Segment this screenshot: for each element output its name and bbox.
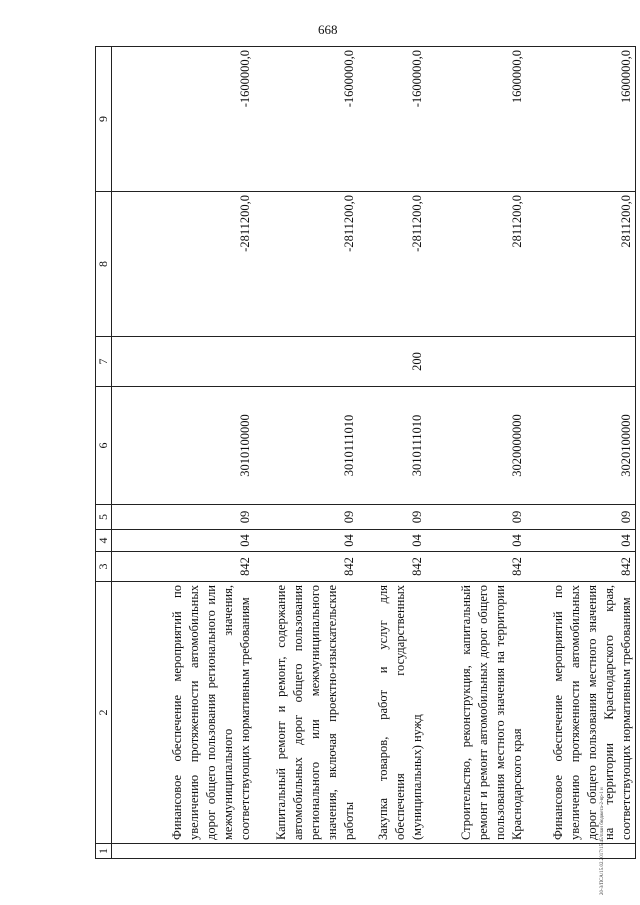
code-cell: 842 — [112, 552, 255, 582]
expense-type-cell: 200 — [358, 337, 426, 387]
code-cell: 842 — [526, 552, 636, 582]
section-cell: 04 — [426, 530, 526, 552]
code-cell: 842 — [358, 552, 426, 582]
row-number-cell — [112, 844, 255, 859]
amount-cell: -2811200,0 — [112, 192, 255, 337]
header-row — [96, 47, 112, 859]
table-row — [358, 47, 426, 859]
column-header-6: 6 — [96, 387, 112, 505]
target-article-cell: 3020100000 — [526, 387, 636, 505]
column-header-1: 1 — [96, 844, 112, 859]
row-number-cell — [426, 844, 526, 859]
subsection-cell: 09 — [426, 505, 526, 530]
expense-type-cell — [426, 337, 526, 387]
column-header-2: 2 — [96, 582, 112, 844]
section-cell: 04 — [358, 530, 426, 552]
subsection-cell: 09 — [112, 505, 255, 530]
amount-cell: 1600000,0 — [526, 47, 636, 192]
row-number-cell — [526, 844, 636, 859]
side-note: 20-3/ПСА/15.02.2017/15:45/план бюджета-2-вр-1 н — [600, 787, 605, 895]
column-header-7: 7 — [96, 337, 112, 387]
amount-cell: 2811200,0 — [526, 192, 636, 337]
description-cell: Закупка товаров, работ и услуг для обеспечения государственных (муниципальных) нужд — [358, 582, 426, 844]
column-header-4: 4 — [96, 530, 112, 552]
row-number-cell — [358, 844, 426, 859]
row-number-cell — [254, 844, 358, 859]
code-cell: 842 — [254, 552, 358, 582]
column-header-8: 8 — [96, 192, 112, 337]
amount-cell: -1600000,0 — [254, 47, 358, 192]
subsection-cell: 09 — [254, 505, 358, 530]
amount-cell: -2811200,0 — [358, 192, 426, 337]
table-row — [112, 47, 255, 859]
column-header-5: 5 — [96, 505, 112, 530]
amount-cell: 2811200,0 — [426, 192, 526, 337]
section-cell: 04 — [112, 530, 255, 552]
amount-cell: -1600000,0 — [112, 47, 255, 192]
description-cell: Финансовое обеспечение мероприятий по увеличению протяженности автомобильных дорог общего пользования местного значения на территории Краснодарского края, соответствующих нормативным требованиям — [526, 582, 636, 844]
amount-cell: 1600000,0 — [426, 47, 526, 192]
section-cell: 04 — [254, 530, 358, 552]
amount-cell: -1600000,0 — [358, 47, 426, 192]
code-cell: 842 — [426, 552, 526, 582]
description-cell: Капитальный ремонт и ремонт, содержание автомобильных дорог общего пользования регионального или межмуниципального значения, включая проектно-изыскательские работы — [254, 582, 358, 844]
section-cell: 04 — [526, 530, 636, 552]
budget-table — [95, 46, 636, 859]
column-header-9: 9 — [96, 47, 112, 192]
subsection-cell: 09 — [526, 505, 636, 530]
expense-type-cell — [254, 337, 358, 387]
target-article-cell: 3010111010 — [254, 387, 358, 505]
table-row — [254, 47, 358, 859]
target-article-cell: 3010100000 — [112, 387, 255, 505]
target-article-cell: 3020000000 — [426, 387, 526, 505]
table-row — [526, 47, 636, 859]
expense-type-cell — [526, 337, 636, 387]
amount-cell: -2811200,0 — [254, 192, 358, 337]
column-header-3: 3 — [96, 552, 112, 582]
subsection-cell: 09 — [358, 505, 426, 530]
table-row — [426, 47, 526, 859]
description-cell: Строительство, реконструкция, капитальный ремонт и ремонт автомобильных дорог общего пользования местного значения на территории Краснодарского края — [426, 582, 526, 844]
target-article-cell: 3010111010 — [358, 387, 426, 505]
description-cell: Финансовое обеспечение мероприятий по увеличению протяженности автомобильных дорог общего пользования регионального или межмуниципального значения, соответствующих нормативным требованиям — [112, 582, 255, 844]
expense-type-cell — [112, 337, 255, 387]
page-number: 668 — [318, 22, 338, 37]
